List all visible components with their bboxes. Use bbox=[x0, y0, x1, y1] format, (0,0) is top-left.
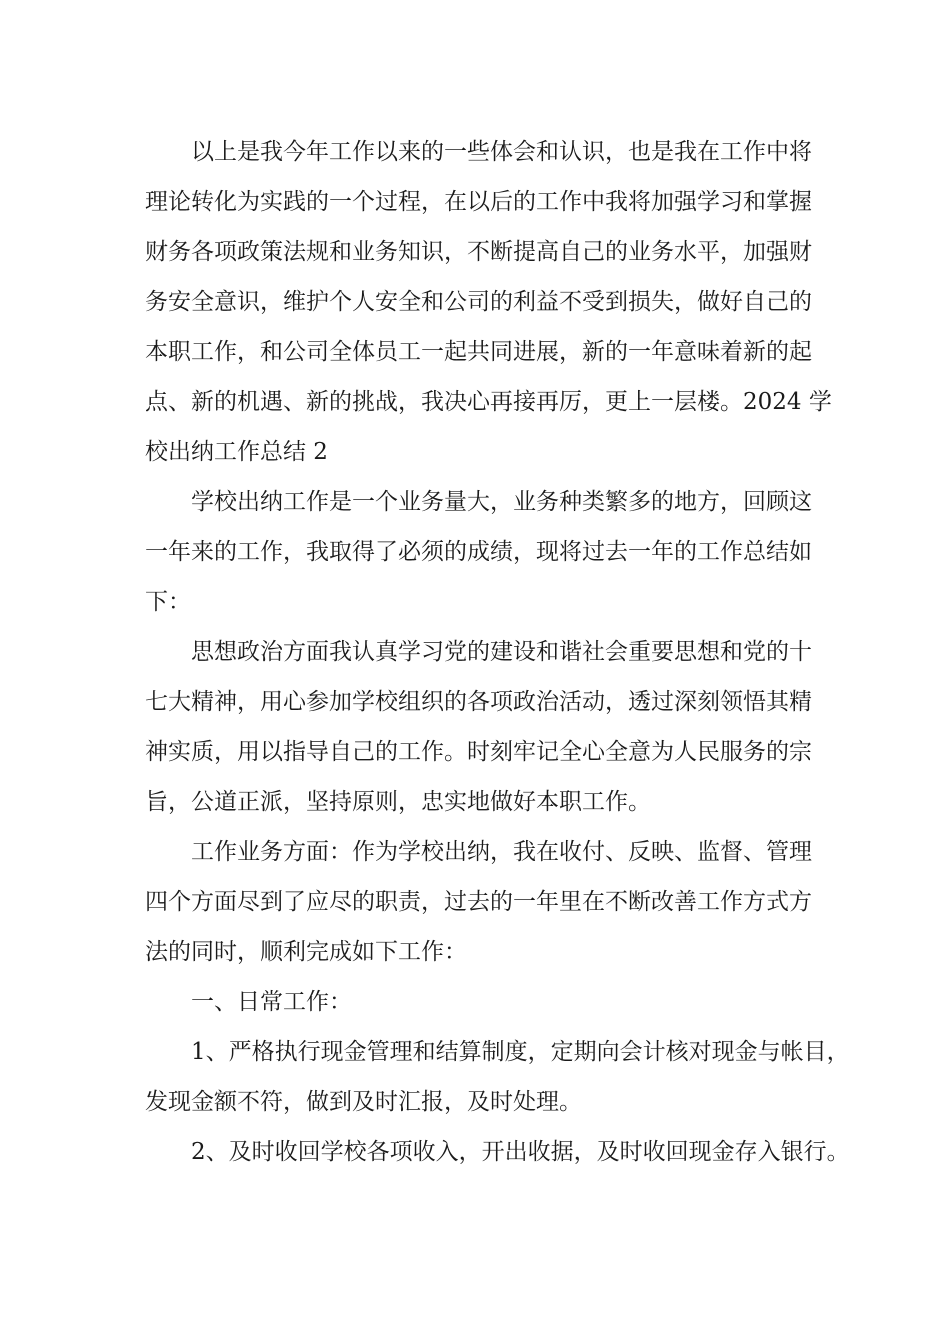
paragraph-1-line-7: 校出纳工作总结 2 bbox=[145, 439, 328, 465]
paragraph-2-line-1: 学校出纳工作是一个业务量大，业务种类繁多的地方，回顾这 bbox=[191, 489, 812, 515]
paragraph-1-line-2: 理论转化为实践的一个过程，在以后的工作中我将加强学习和掌握 bbox=[145, 189, 812, 215]
paragraph-3-line-2: 七大精神，用心参加学校组织的各项政治活动，透过深刻领悟其精 bbox=[145, 689, 812, 715]
paragraph-1-line-5: 本职工作，和公司全体员工一起共同进展，新的一年意味着新的起 bbox=[145, 339, 812, 365]
paragraph-1-line-6: 点、新的机遇、新的挑战，我决心再接再厉，更上一层楼。2024 学 bbox=[145, 389, 832, 415]
paragraph-2-line-2: 一年来的工作，我取得了必须的成绩，现将过去一年的工作总结如 bbox=[145, 539, 812, 565]
paragraph-4-line-2: 四个方面尽到了应尽的职责，过去的一年里在不断改善工作方式方 bbox=[145, 889, 812, 915]
paragraph-1-line-3: 财务各项政策法规和业务知识，不断提高自己的业务水平，加强财 bbox=[145, 239, 812, 265]
paragraph-2-line-3: 下： bbox=[145, 589, 191, 615]
item-2-line-1: 2、及时收回学校各项收入，开出收据，及时收回现金存入银行。 bbox=[191, 1139, 850, 1165]
paragraph-4-line-3: 法的同时，顺利完成如下工作： bbox=[145, 939, 467, 965]
section-heading-daily-work: 一、日常工作： bbox=[191, 989, 352, 1015]
paragraph-3-line-4: 旨，公道正派，坚持原则，忠实地做好本职工作。 bbox=[145, 789, 651, 815]
item-1-line-2: 发现金额不符，做到及时汇报，及时处理。 bbox=[145, 1089, 582, 1115]
paragraph-4-line-1: 工作业务方面：作为学校出纳，我在收付、反映、监督、管理 bbox=[191, 839, 812, 865]
item-1-line-1: 1、严格执行现金管理和结算制度，定期向会计核对现金与帐目， bbox=[191, 1039, 850, 1065]
paragraph-1-line-4: 务安全意识，维护个人安全和公司的利益不受到损失，做好自己的 bbox=[145, 289, 812, 315]
paragraph-3-line-1: 思想政治方面我认真学习党的建设和谐社会重要思想和党的十 bbox=[191, 639, 812, 665]
paragraph-1-line-1: 以上是我今年工作以来的一些体会和认识，也是我在工作中将 bbox=[191, 139, 812, 165]
paragraph-3-line-3: 神实质，用以指导自己的工作。时刻牢记全心全意为人民服务的宗 bbox=[145, 739, 812, 765]
